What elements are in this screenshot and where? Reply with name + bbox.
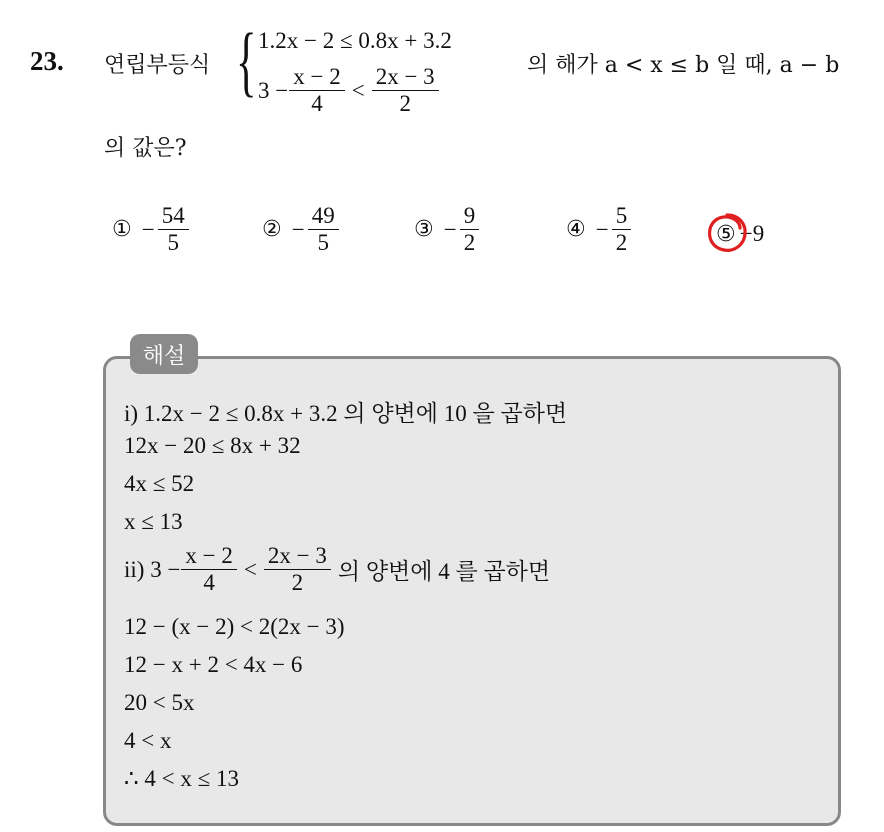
choice-1-sign: −	[141, 216, 155, 242]
choice-3-fraction	[462, 203, 478, 257]
step2-prefix: ii) 3 −	[124, 556, 181, 582]
solution-step1: i) 1.2x − 2 ≤ 0.8x + 3.2 의 양변에 10 을 곱하면	[124, 401, 568, 426]
choice-2-sign: −	[291, 216, 305, 242]
ineq2-fraction-right	[374, 64, 437, 118]
choice-4-sign: −	[595, 216, 609, 242]
ineq2-denominator-right: 2	[372, 90, 439, 117]
solution-tag: 해설	[130, 334, 198, 374]
choice-1-mark: ①	[112, 217, 132, 243]
choice-5-mark: ⑤	[716, 221, 736, 247]
answer-circle-mark	[704, 210, 750, 256]
choice-1-numerator: 54	[161, 203, 185, 228]
question-number: 23.	[30, 46, 64, 76]
system-brace: {	[236, 17, 257, 104]
choice-1[interactable]	[112, 203, 190, 257]
choice-4-denominator: 2	[612, 229, 632, 256]
question-tail: 의 해가 a < x ≤ b 일 때, a − b	[527, 53, 840, 78]
step2-denominator-right: 2	[264, 569, 331, 596]
solution-line-2: 12x − 20 ≤ 8x + 32	[124, 433, 301, 458]
ineq2-numerator-right: 2x − 3	[375, 64, 435, 89]
solution-line-9: 4 < x	[124, 728, 172, 753]
solution-line-6: 12 − (x − 2) < 2(2x − 3)	[124, 614, 345, 639]
choice-1-denominator: 5	[158, 229, 189, 256]
ineq2-operator: <	[351, 77, 365, 103]
solution-line-8: 20 < 5x	[124, 690, 195, 715]
choice-2-denominator: 5	[308, 229, 339, 256]
choice-4-fraction	[614, 203, 630, 257]
solution-line-7: 12 − x + 2 < 4x − 6	[124, 652, 303, 677]
choice-5-value: −9	[739, 221, 765, 246]
ineq2-prefix: 3 −	[258, 77, 289, 103]
solution-line-3: 4x ≤ 52	[124, 471, 195, 496]
choice-1-fraction	[160, 203, 187, 257]
question-line2: 의 값은?	[104, 136, 187, 161]
question-lead: 연립부등식	[104, 53, 211, 78]
step2-operator: <	[243, 556, 257, 582]
solution-line-4: x ≤ 13	[124, 509, 183, 534]
choice-3-mark: ③	[414, 217, 434, 243]
step2-postfix: 의 양변에 4 를 곱하면	[337, 559, 551, 585]
step2-denominator-left: 4	[181, 569, 236, 596]
ineq2-numerator-left: x − 2	[293, 64, 341, 89]
solution-conclusion: ∴ 4 < x ≤ 13	[124, 766, 239, 791]
ineq2-fraction-left	[291, 64, 342, 118]
step2-numerator-left: x − 2	[185, 543, 233, 568]
ineq2-denominator-left: 4	[289, 90, 344, 117]
inequality-1: 1.2x − 2 ≤ 0.8x + 3.2	[258, 28, 452, 53]
choice-2-numerator: 49	[311, 203, 335, 228]
choice-4[interactable]	[566, 203, 632, 257]
step2-fraction-left	[183, 543, 234, 597]
choice-2-mark: ②	[262, 217, 282, 243]
choice-3-numerator: 9	[463, 203, 476, 228]
step2-fraction-right	[266, 543, 329, 597]
solution-step2	[124, 543, 550, 597]
choice-3-denominator: 2	[460, 229, 480, 256]
choice-3-sign: −	[443, 216, 457, 242]
choice-2-fraction	[310, 203, 337, 257]
inequality-2	[258, 64, 440, 118]
choice-4-numerator: 5	[615, 203, 628, 228]
choice-3[interactable]	[414, 203, 480, 257]
choice-2[interactable]	[262, 203, 340, 257]
step2-numerator-right: 2x − 3	[267, 543, 327, 568]
choice-4-mark: ④	[566, 217, 586, 243]
